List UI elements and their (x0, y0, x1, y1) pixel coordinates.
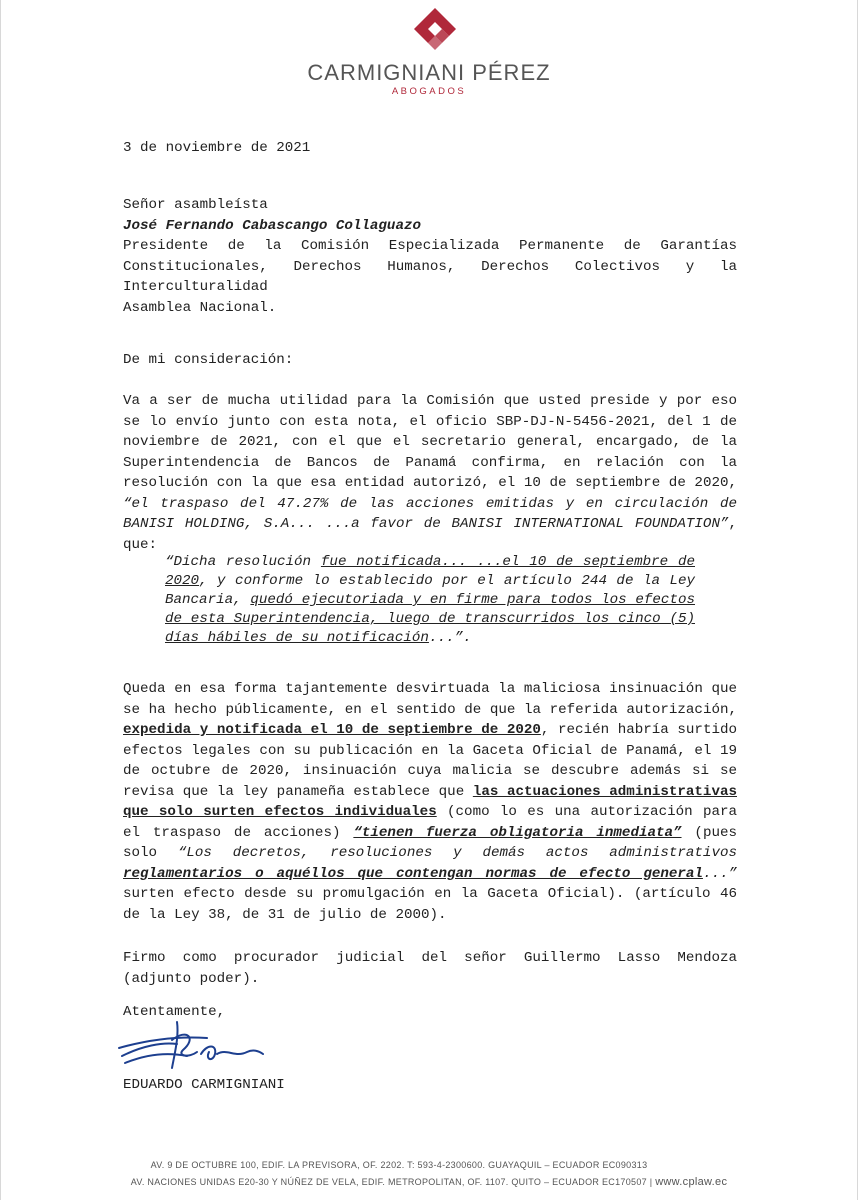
paragraph-1-quote: “el traspaso del 47.27% de las acciones emitidas y en circulación de BANISI HOLDING, S.A... ...a favor de BANISI INTERNATIONAL FOUNDATION” (123, 495, 737, 532)
quote-close: ...”. (428, 630, 472, 646)
block-quote (165, 553, 695, 648)
greeting: De mi consideración: (123, 352, 294, 368)
p2-text-1: Queda en esa forma tajantemente desvirtuada la maliciosa insinuación que se ha hecho públicamente, en el sentido de que la referida autorización, (123, 681, 737, 718)
paragraph-1-text: Va a ser de mucha utilidad para la Comisión que usted preside y por eso se lo envío junto con esta nota, el oficio SBP-DJ-N-5456-2021, del 1 de noviembre de 2021, con el que el secretario general, encargado, de la Superintendencia de Bancos de Panamá confirma, en relación con la resolución con la que esa entidad autorizó, el 10 de septiembre de 2020, (123, 393, 737, 491)
footer-address-1: AV. 9 DE OCTUBRE 100, EDIF. LA PREVISORA, OF. 2202. T: 593-4-2300600. GUAYAQUIL – ECUADOR EC090313 (150, 1160, 648, 1170)
quote-underlined-2: quedó ejecutoriada y en firme para todos los efectos de esta Superintendencia, luego de transcurridos los cinco (5) días hábiles de su notificación (165, 592, 695, 646)
p2-bold-1: expedida y notificada el 10 de septiembre de 2020 (123, 722, 541, 738)
footer-address-2 (0, 1176, 858, 1188)
paragraph-1 (123, 391, 737, 555)
signature-icon (117, 1018, 277, 1073)
p2-text-5: surten efecto desde su promulgación en la Gaceta Oficial). (artículo 46 de la Ley 38, de 31 de julio de 2000). (123, 886, 737, 923)
p2-italic-1: “Los decretos, resoluciones y demás actos administrativos (177, 845, 737, 861)
p2-text-4: (pues solo (123, 824, 737, 861)
quote-open: “Dicha resolución (165, 554, 321, 570)
footer-website-link[interactable]: www.cplaw.ec (655, 1176, 728, 1188)
p2-bold-italic-1: “tienen fuerza obligatoria inmediata” (353, 824, 682, 841)
closing: Atentamente, (123, 1004, 226, 1020)
p2-text-3: (como lo es una autorización para el traspaso de acciones) (123, 804, 738, 841)
footer-address-2-text: AV. NACIONES UNIDAS E20-30 Y NÚÑEZ DE VELA, EDIF. METROPOLITAN, OF. 1107. QUITO – ECUADOR EC170507 | (130, 1177, 656, 1187)
firm-logo-icon (412, 6, 458, 52)
firm-name: CARMIGNIANI PÉREZ (307, 60, 551, 85)
letter-date: 3 de noviembre de 2021 (123, 140, 311, 156)
p2-bold-2: las actuaciones administrativas que solo surten efectos individuales (123, 783, 737, 820)
p2-bold-italic-2: reglamentarios o aquéllos que contengan normas de efecto general (123, 865, 703, 882)
recipient-title: Señor asambleísta (123, 197, 268, 213)
paragraph-3: Firmo como procurador judicial del señor Guillermo Lasso Mendoza (adjunto poder). (123, 950, 737, 987)
paragraph-1-tail: , que: (123, 516, 737, 553)
recipient-institution: Asamblea Nacional. (123, 299, 277, 316)
quote-underlined-1: fue notificada... ...el 10 de septiembre de 2020 (165, 554, 695, 589)
recipient-name: José Fernando Cabascango Collaguazo (123, 217, 421, 234)
p2-italic-2: ...” (702, 865, 737, 882)
quote-middle: , y conforme lo establecido por el artículo 244 de la Ley Bancaria, (165, 573, 695, 608)
p2-text-2: , recién habría surtido efectos legales con su publicación en la Gaceta Oficial de Panamá, el 19 de octubre de 2020, insinuación cuya malicia se descubre además si se revisa que la ley panameña establece que (123, 722, 737, 800)
firm-subtitle: ABOGADOS (391, 86, 467, 97)
signer-name: EDUARDO CARMIGNIANI (123, 1077, 285, 1093)
paragraph-2 (123, 679, 737, 925)
recipient-position: Presidente de la Comisión Especializada Permanente de Garantías Constitucionales, Derechos Humanos, Derechos Colectivos y la Interculturalidad (123, 238, 737, 295)
recipient-block (123, 195, 737, 318)
